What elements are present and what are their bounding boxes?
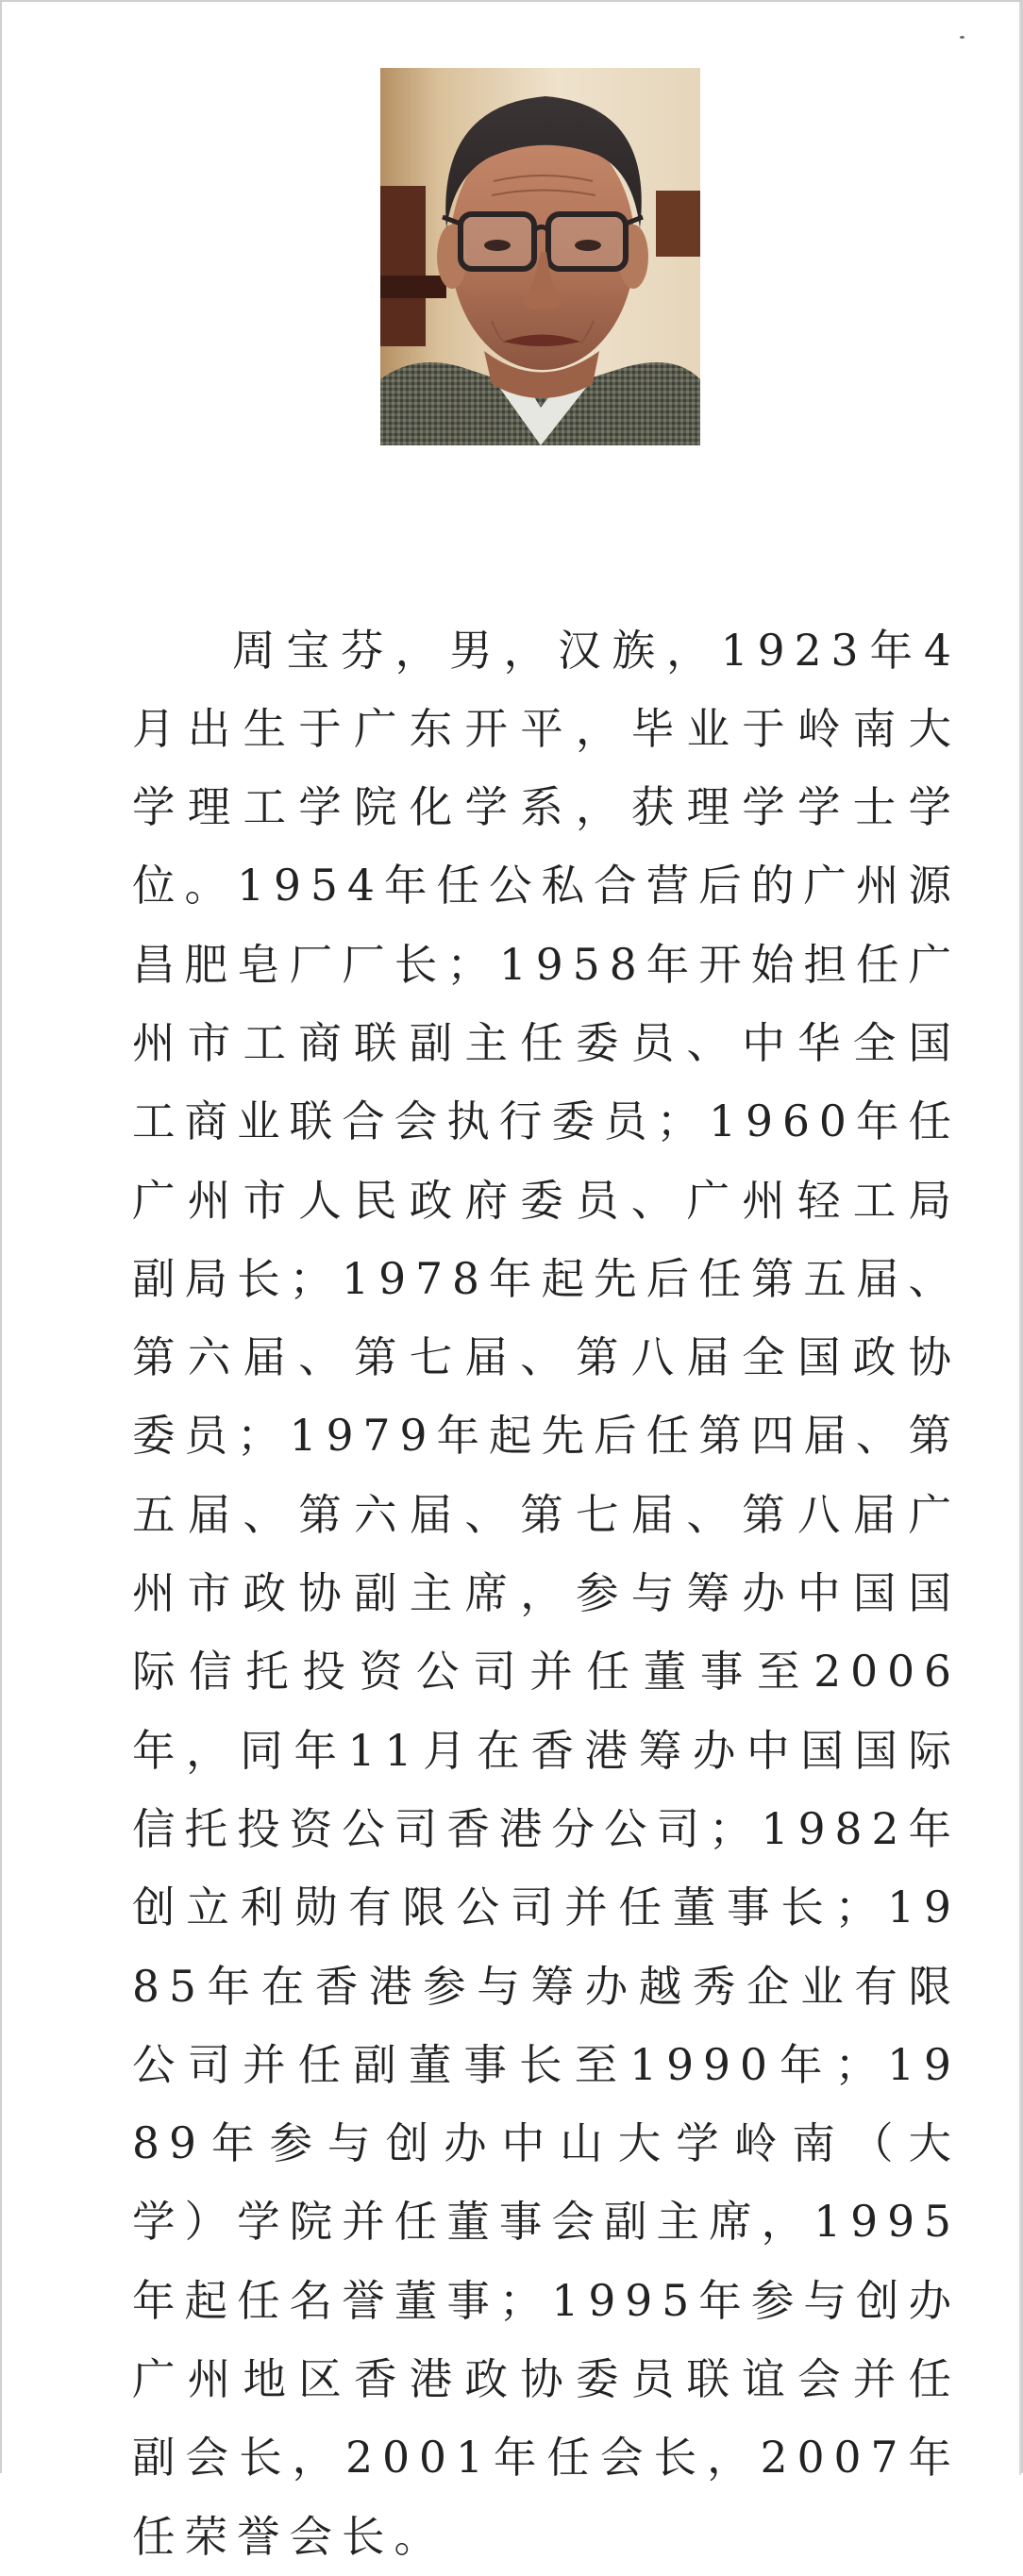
biography-paragraph: 周宝芬，男，汉族，1923年4月出生于广东开平，毕业于岭南大学理工学院化学系，获理学学士学位。1954年任公私合营后的广州源昌肥皂厂厂长；1958年开始担任广州市工商联副主任委员、中华全国工商业联合会执行委员；1960年任广州市人民政府委员、广州轻工局副局长；1978年起先后任第五届、第六届、第七届、第八届全国政协委员；1979年起先后任第四届、第五届、第六届、第七届、第八届广州市政协副主席，参与筹办中国国际信托投资公司并任董事至2006年，同年11月在香港筹办中国国际信托投资公司香港分公司；1982年创立利勋有限公司并任董事长；1985年在香港参与筹办越秀企业有限公司并任副董事长至1990年；1989年参与创办中山大学岭南（大学）学院并任董事会副主席，1995年起任名誉董事；1995年参与创办广州地区香港政协委员联谊会并任副会长，2001年任会长，2007年任荣誉会长。 [132, 625, 961, 2562]
page-edge [1019, 2, 1021, 2475]
portrait-photo [380, 68, 700, 445]
scan-speck [960, 36, 964, 39]
portrait-photo-icon [380, 68, 700, 445]
